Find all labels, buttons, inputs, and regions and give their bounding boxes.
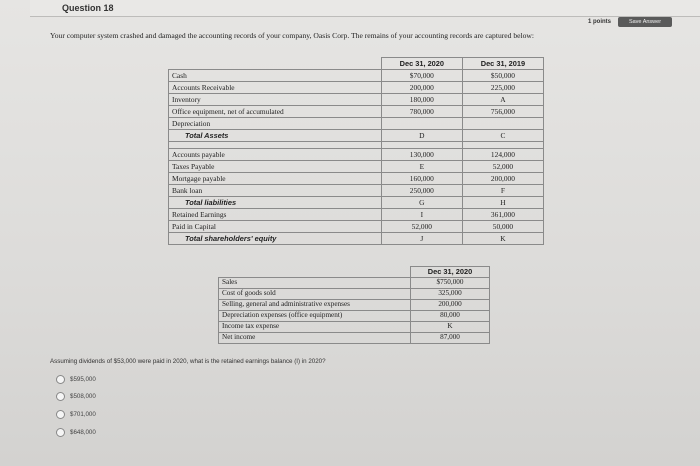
value-2020: 200,000: [381, 82, 462, 94]
table-row: [169, 221, 544, 233]
row-label: Paid in Capital: [169, 221, 382, 233]
value-2020: 250,000: [381, 185, 462, 197]
table-row: [219, 300, 490, 311]
row-label: Net income: [219, 333, 411, 344]
header-blank: [219, 267, 411, 278]
value-2019: $50,000: [462, 70, 543, 82]
value-2019: 756,000: [462, 106, 543, 118]
income-statement-table: [218, 266, 490, 344]
row-label: Bank loan: [169, 185, 382, 197]
row-value: 200,000: [411, 300, 490, 311]
spacer-cell: [462, 142, 543, 149]
header-blank: [169, 58, 382, 70]
table-row: [169, 70, 544, 82]
value-2020: E: [381, 161, 462, 173]
table-row: [219, 333, 490, 344]
answer-option-2[interactable]: [56, 391, 96, 401]
value-2019: 50,000: [462, 221, 543, 233]
row-label: Total shareholders' equity: [169, 233, 382, 245]
value-2020: 52,000: [381, 221, 462, 233]
value-2019: 361,000: [462, 209, 543, 221]
row-label: Retained Earnings: [169, 209, 382, 221]
table-row: [169, 118, 544, 130]
radio-button[interactable]: [56, 392, 65, 401]
value-2019: K: [462, 233, 543, 245]
table-row-total-assets: [169, 130, 544, 142]
option-label: $508,000: [70, 392, 96, 400]
balance-sheet-table: [168, 57, 544, 245]
value-2020: I: [381, 209, 462, 221]
value-2020: G: [381, 197, 462, 209]
option-label: $595,000: [70, 375, 96, 383]
value-2020: 160,000: [381, 173, 462, 185]
row-label: Depreciation: [169, 118, 382, 130]
row-label: Mortgage payable: [169, 173, 382, 185]
table-header-row: [169, 58, 544, 70]
table-row: [219, 278, 490, 289]
value-2019: 200,000: [462, 173, 543, 185]
value-2019: 124,000: [462, 149, 543, 161]
row-value: 80,000: [411, 311, 490, 322]
table-row: [169, 94, 544, 106]
table-spacer: [169, 142, 544, 149]
table-header-row: [219, 267, 490, 278]
row-label: Depreciation expenses (office equipment): [219, 311, 411, 322]
table-row: [169, 185, 544, 197]
row-label: Income tax expense: [219, 322, 411, 333]
row-label: Cash: [169, 70, 382, 82]
spacer-cell: [381, 142, 462, 149]
table-row: [169, 149, 544, 161]
row-value: K: [411, 322, 490, 333]
table-row: [219, 311, 490, 322]
row-label: Inventory: [169, 94, 382, 106]
row-label: Total liabilities: [169, 197, 382, 209]
value-2019: 225,000: [462, 82, 543, 94]
row-label: Office equipment, net of accumulated: [169, 106, 382, 118]
table-row-total-equity: [169, 233, 544, 245]
table-row: [169, 209, 544, 221]
option-label: $648,000: [70, 428, 96, 436]
option-label: $701,000: [70, 410, 96, 418]
table-row: [169, 173, 544, 185]
question-intro: Your computer system crashed and damaged the accounting records of your company, Oasis Corp. The remains of your accounting records are captured below:: [50, 31, 535, 40]
radio-button[interactable]: [56, 410, 65, 419]
row-label: Taxes Payable: [169, 161, 382, 173]
answer-option-4[interactable]: [56, 427, 96, 437]
value-2019: F: [462, 185, 543, 197]
save-answer-button[interactable]: Save Answer: [618, 17, 672, 27]
radio-button[interactable]: [56, 428, 65, 437]
value-2020: 180,000: [381, 94, 462, 106]
header-dec-2020: Dec 31, 2020: [411, 267, 490, 278]
value-2019: C: [462, 130, 543, 142]
table-row: [169, 161, 544, 173]
value-2020: 780,000: [381, 106, 462, 118]
question-prompt: Assuming dividends of $53,000 were paid in 2020, what is the retained earnings balance (I) in 2020?: [50, 358, 326, 365]
value-2019: [462, 118, 543, 130]
row-label: Cost of goods sold: [219, 289, 411, 300]
row-label: Accounts payable: [169, 149, 382, 161]
row-label: Total Assets: [169, 130, 382, 142]
header-dec-2020: Dec 31, 2020: [381, 58, 462, 70]
row-value: 87,000: [411, 333, 490, 344]
value-2020: J: [381, 233, 462, 245]
value-2020: $70,000: [381, 70, 462, 82]
spacer-cell: [169, 142, 382, 149]
value-2019: H: [462, 197, 543, 209]
radio-button[interactable]: [56, 375, 65, 384]
table-row-total-liabilities: [169, 197, 544, 209]
row-label: Sales: [219, 278, 411, 289]
points-label: 1 points: [588, 19, 612, 25]
value-2020: 130,000: [381, 149, 462, 161]
row-value: $750,000: [411, 278, 490, 289]
table-row: [219, 322, 490, 333]
row-value: 325,000: [411, 289, 490, 300]
row-label: Selling, general and administrative expenses: [219, 300, 411, 311]
question-header-bar: [30, 0, 700, 17]
table-row: [219, 289, 490, 300]
question-title: Question 18: [62, 3, 114, 13]
value-2020: D: [381, 130, 462, 142]
header-dec-2019: Dec 31, 2019: [462, 58, 543, 70]
value-2019: 52,000: [462, 161, 543, 173]
table-row: [169, 82, 544, 94]
value-2020: [381, 118, 462, 130]
value-2019: A: [462, 94, 543, 106]
answer-option-1[interactable]: [56, 374, 96, 384]
table-row: [169, 106, 544, 118]
row-label: Accounts Receivable: [169, 82, 382, 94]
answer-option-3[interactable]: [56, 409, 96, 419]
